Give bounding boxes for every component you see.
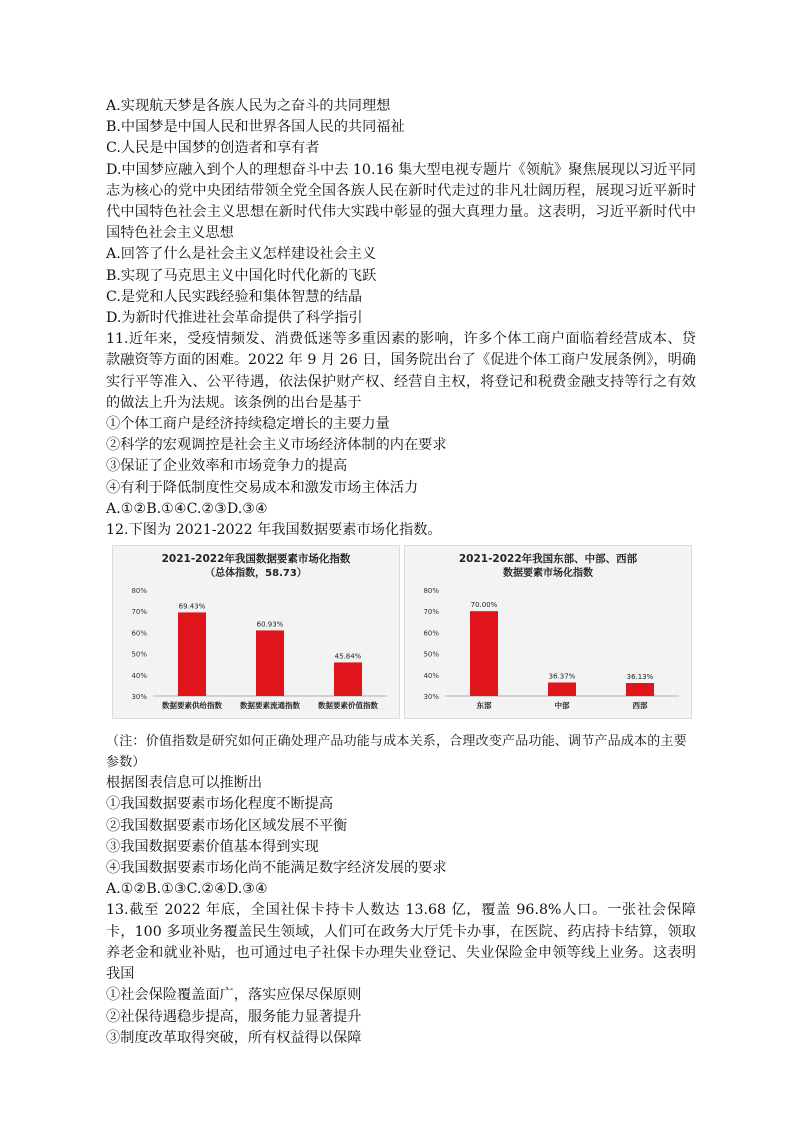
data-label: 36.13%: [626, 673, 654, 682]
question-12-stem: 12.下图为 2021-2022 年我国数据要素市场化指数。: [106, 522, 442, 539]
statement-item: ②社保待遇稳步提高，服务能力显著提升: [106, 1008, 362, 1025]
chart-note: （注：价值指数是研究如何正确处理产品功能与成本关系，合理改变产品功能、调节产品成本的主要参数）: [106, 734, 687, 771]
y-tick-label: 50%: [131, 650, 147, 659]
x-tick-label: 数据要素供给指数: [162, 701, 222, 711]
x-tick-label: 东部: [476, 701, 492, 711]
question-12-lead: 根据图表信息可以推断出: [106, 775, 263, 792]
y-tick-label: 30%: [423, 693, 439, 702]
y-tick-label: 60%: [423, 629, 439, 638]
bar: [626, 683, 654, 696]
y-tick-label: 80%: [423, 587, 439, 596]
answer-options: A.①②B.①③C.②④D.③④: [106, 881, 268, 898]
option-line: D.为新时代推进社会革命提供了科学指引: [106, 310, 363, 327]
option-line: C.是党和人民实践经验和集体智慧的结晶: [106, 288, 363, 305]
data-label: 70.00%: [470, 601, 498, 610]
bar: [256, 631, 284, 697]
question-10-stem: D.中国梦应融入到个人的理想奋斗中去 10.16 集大型电视专题片《领航》聚焦展现以习近平同志为核心的党中央团结带领全党全国各族人民在新时代走过的非凡壮阔历程，展现习近平新时代中国特色社会主义思想在新时代伟大实践中彰显的强大真理力量。这表明，习近平新时代中国特色社会主义思想: [106, 161, 696, 242]
option-line: B.实现了马克思主义中国化时代化新的飞跃: [106, 267, 377, 284]
bar-chart-total-index: [113, 546, 399, 718]
statement-item: ③我国数据要素价值基本得到实现: [106, 838, 319, 855]
statement-item: ①社会保险覆盖面广，落实应保尽保原则: [106, 987, 362, 1004]
chart-title: 2021-2022年我国东部、中部、西部: [458, 553, 638, 566]
y-tick-label: 80%: [131, 587, 147, 596]
question-11-stem: 11.近年来，受疫情频发、消费低迷等多重因素的影响，许多个体工商户面临着经营成本、贷款融资等方面的困难。2022 年 9 月 26 日，国务院出台了《促进个体工商户发展条例》，明确实行平等准入、公平待遇，依法保护财产权、经营自主权，将登记和税费金融支持等行之有效的做法上升为法规。该条例的出台是基于: [106, 331, 696, 411]
statement-item: ④我国数据要素市场化尚不能满足数字经济发展的要求: [106, 860, 447, 877]
x-tick-label: 中部: [554, 701, 570, 711]
statement-item: ④有利于降低制度性交易成本和激发市场主体活力: [106, 479, 419, 496]
y-tick-label: 70%: [131, 608, 147, 617]
y-tick-label: 50%: [423, 650, 439, 659]
x-tick-label: 数据要素价值指数: [318, 701, 378, 711]
data-label: 45.84%: [334, 652, 362, 661]
statement-item: ③制度改革取得突破，所有权益得以保障: [106, 1029, 362, 1046]
y-tick-label: 60%: [131, 629, 147, 638]
option-line: B.中国梦是中国人民和世界各国人民的共同福祉: [106, 119, 405, 136]
bar: [334, 663, 362, 697]
chart-box-total: [112, 545, 400, 719]
statement-item: ③保证了企业效率和市场竞争力的提高: [106, 458, 348, 475]
option-line: A.实现航天梦是各族人民为之奋斗的共同理想: [106, 98, 391, 114]
exam-page: [106, 96, 696, 1049]
x-tick-label: 数据要素流通指数: [240, 701, 300, 711]
option-line: A.回答了什么是社会主义怎样建设社会主义: [106, 246, 377, 263]
bar: [178, 613, 206, 697]
answer-options: A.①②B.①④C.②③D.③④: [106, 500, 268, 517]
data-label: 60.93%: [256, 620, 284, 629]
statement-item: ②我国数据要素市场化区域发展不平衡: [106, 817, 348, 834]
bar: [470, 611, 498, 696]
data-label: 36.37%: [548, 672, 576, 681]
x-tick-label: 西部: [632, 701, 648, 711]
bar: [548, 683, 576, 697]
statement-item: ①个体工商户是经济持续稳定增长的主要力量: [106, 416, 390, 433]
chart-box-region: [404, 545, 692, 719]
y-tick-label: 30%: [131, 693, 147, 702]
chart-area: [106, 545, 696, 725]
statement-item: ①我国数据要素市场化程度不断提高: [106, 796, 334, 813]
chart-title: 2021-2022年我国数据要素市场化指数: [161, 553, 351, 566]
bar-chart-region-index: [405, 546, 691, 718]
statement-item: ②科学的宏观调控是社会主义市场经济体制的内在要求: [106, 437, 447, 454]
chart-subtitle: 数据要素市场化指数: [503, 568, 593, 580]
option-line: C.人民是中国梦的创造者和享有者: [106, 140, 320, 157]
y-tick-label: 40%: [131, 672, 147, 681]
y-tick-label: 70%: [423, 608, 439, 617]
question-13-stem: 13.截至 2022 年底，全国社保卡持卡人数达 13.68 亿，覆盖 96.8%人口。一张社会保障卡，100 多项业务覆盖民生领域，人们可在政务大厅凭卡办事，在医院、药店持卡结算，领取养老金和就业补贴，也可通过电子社保卡办理失业登记、失业保险金申领等线上业务。这表明我国: [106, 902, 696, 983]
y-tick-label: 40%: [423, 672, 439, 681]
chart-subtitle: （总体指数，58.73）: [205, 568, 307, 580]
data-label: 69.43%: [178, 602, 206, 611]
